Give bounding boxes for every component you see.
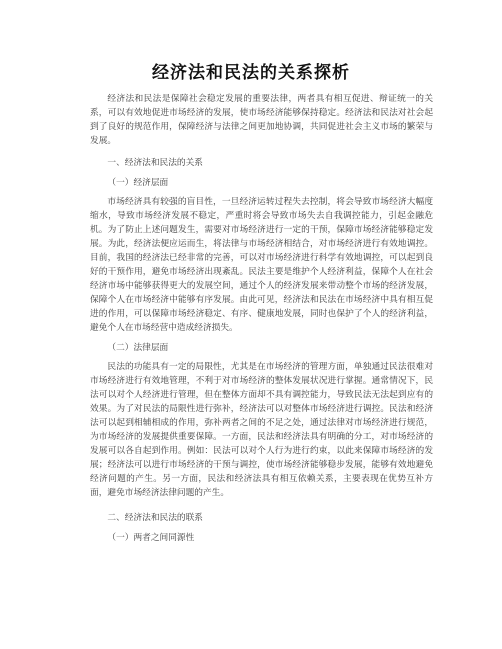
- section-1-sub-1-paragraph: 市场经济具有较强的盲目性，一旦经济运转过程失去控制，将会导致市场经济大幅度缩水，导致市场经济发展不稳定，严重时将会导致市场失去自我调控能力，引起金融危机。为了防止上述问题发生，需要对市场经济进行一定的干预，保障市场经济能够稳定发展。为此，经济法便应运而生，将法律与市场经济相结合，对市场经济进行有效地调控。目前，我国的经济法已经非常的完善，可以对市场经济进行科学有效地调控，可以起到良好的干预作用，避免市场经济出现紊乱。民法主要是维护个人经济利益，保障个人在社会经济市场中能够获得更大的发展空间，通过个人的经济发展来带动整个市场的经济发展，保障个人在市场经济中能够有序发展。由此可见，经济法和民法在市场经济中具有相互促进的作用，可以保障市场经济稳定、有序、健康地发展，同时也保护了个人的经济利益，避免个人在市场经营中造成经济损失。: [90, 197, 433, 333]
- document-body: [90, 93, 433, 546]
- section-2-heading: 二、经济法和民法的联系: [107, 513, 203, 524]
- section-1-heading: 一、经济法和民法的关系: [107, 157, 203, 168]
- section-1-sub-1-heading: （一）经济层面: [107, 177, 169, 188]
- section-1-sub-2-heading: （二）法律层面: [107, 342, 169, 353]
- section-2-sub-1-heading: （一）两者之间同源性: [107, 533, 195, 544]
- intro-paragraph: 经济法和民法是保障社会稳定发展的重要法律，两者具有相互促进、辩证统一的关系，可以有效地促进市场经济的发展，使市场经济能够保持稳定。经济法和民法对社会起到了良好的规范作用，保障经济与法律之间更加地协调，共同促进社会主义市场的繁荣与发展。: [90, 94, 433, 146]
- section-1-sub-2-paragraph: 民法的功能具有一定的局限性，尤其是在市场经济的管理方面，单独通过民法很难对市场经济进行有效地管理，不利于对市场经济的整体发展状况进行掌握。通常情况下，民法可以对个人经济进行管理，但在整体方面却不具有调控能力，导致民法无法起到应有的效果。为了对民法的局限性进行弥补，经济法可以对整体市场经济进行调控。民法和经济法可以起到相辅相成的作用，弥补两者之间的不足之处，通过法律对市场经济进行规范，为市场经济的发展提供重要保障。一方面，民法和经济法具有明确的分工，对市场经济的发展可以各自起到作用。例如：民法可以对个人行为进行约束，以此来保障市场经济的发展；经济法可以进行市场经济的干预与调控，使市场经济能够稳步发展，能够有效地避免经济问题的产生。另一方面，民法和经济法具有相互依赖关系，主要表现在优势互补方面，避免市场经济法律问题的产生。: [90, 362, 433, 498]
- document-title: 经济法和民法的关系探析: [152, 63, 350, 83]
